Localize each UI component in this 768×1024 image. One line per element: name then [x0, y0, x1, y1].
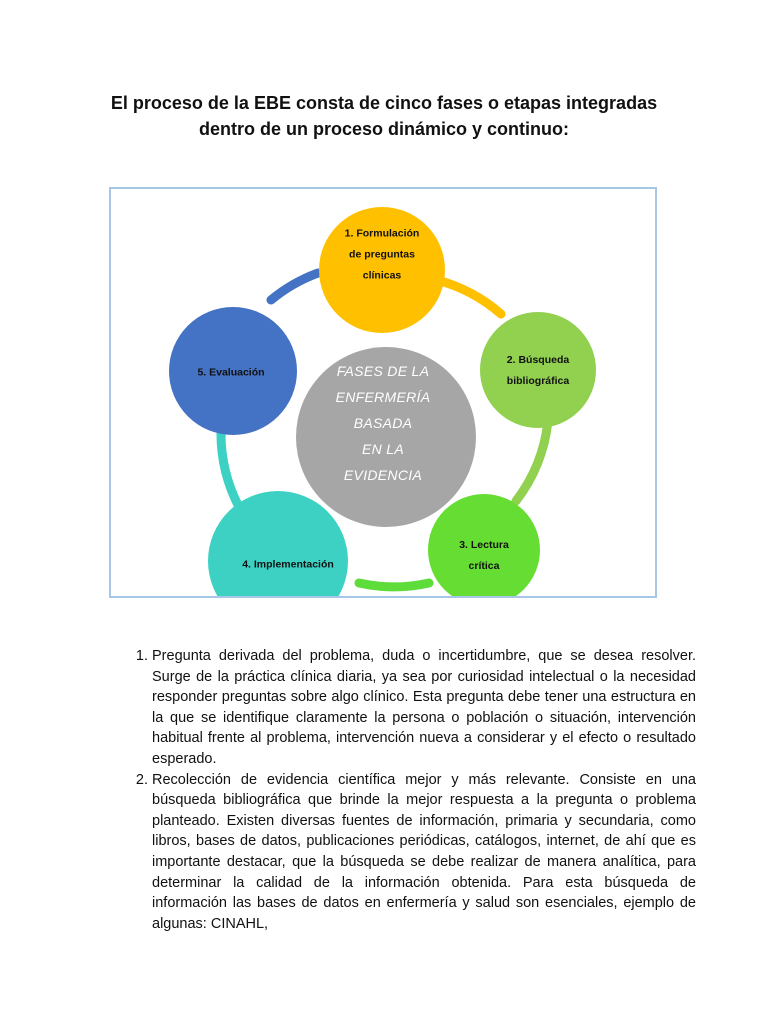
- arc-5-1: [271, 273, 318, 300]
- ebe-phases-diagram: [109, 187, 657, 598]
- phase-1-label: 1. Formulación de preguntas clínicas: [344, 227, 420, 282]
- phases-description-list: [118, 646, 696, 934]
- phase-4-circle: [208, 491, 348, 596]
- phase-3-label: 3. Lectura crítica: [459, 539, 509, 572]
- phase-5-label: 5. Evaluación: [197, 366, 265, 379]
- list-item: 2. Recolección de evidencia científica mejor y más relevante. Consiste en una búsqueda bibliográfica que brinde la mejor respuesta a la pregunta o problema planteado. Existen diversas fuentes de información, primaria y secundaria, como libros, bases de datos, publicaciones periódicas, catálogos, internet, de ahí que es importante destacar, que la búsqueda se debe realizar de manera analítica, para determinar la calidad de la información obtenida. Para esta búsqueda de información las bases de datos en enfermería y salud son esenciales, ejemplo de algunas: CINAHL,: [152, 770, 696, 935]
- list-item: 1. Pregunta derivada del problema, duda o incertidumbre, que se desea resolver. Surge de la práctica clínica diaria, ya sea por curiosidad intelectual o la necesidad responder preguntas sobre algo clínico. Esta pregunta debe tener una estructura en la que se identifique claramente la persona o población o situación, intervención habitual frente al problema, intervención nueva a considerar y el efecto o resultado esperado.: [152, 646, 696, 770]
- page-title: [80, 90, 688, 142]
- arc-4-5: [221, 431, 239, 507]
- phase-2-label: 2. Búsqueda bibliográfica: [506, 354, 570, 387]
- phase-4-label: 4. Implementación: [242, 558, 334, 571]
- title-line-2: dentro de un proceso dinámico y continuo:: [198, 119, 570, 139]
- arc-3-4: [359, 583, 429, 587]
- center-label: FASES DE LA ENFERMERÍA BASADA EN LA EVIDENCIA: [335, 363, 431, 483]
- title-line-1: El proceso de la EBE consta de cinco fases o etapas integradas: [110, 93, 658, 113]
- arc-2-3: [516, 421, 548, 501]
- arc-1-2: [437, 280, 501, 314]
